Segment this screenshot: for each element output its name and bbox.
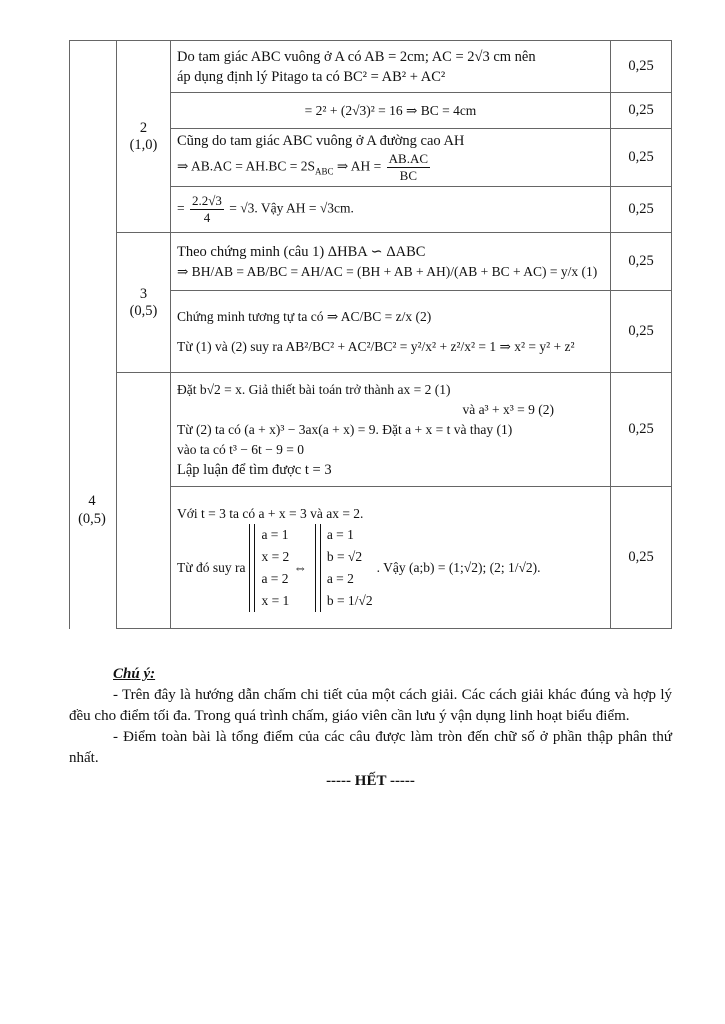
system-of-equations-right <box>315 524 373 612</box>
solution-cell <box>171 373 611 487</box>
solution-text: Do tam giác ABC vuông ở A có AB = 2cm; AC = 2√3 cm nên <box>177 48 536 65</box>
score-cell: 0,25 <box>611 233 672 291</box>
score-cell: 0,25 <box>611 487 672 629</box>
question-number: 2 <box>139 119 148 136</box>
solution-cell: = $\frac{2.2√3}{4}$ = √3. Vậy AH = √3cm. <box>171 187 611 233</box>
solution-text: Cũng do tam giác ABC vuông ở A đường cao AH <box>177 133 465 149</box>
solution-text: Từ (1) và (2) suy ra AB²/BC² + AC²/BC² = y²/x² + z²/x² = 1 ⇒ x² = y² + z² <box>177 338 575 354</box>
solution-text: Đặt b√2 = x. Giả thiết bài toán trở thành ax = 2 (1) <box>177 381 451 397</box>
solution-text: ⇒ AH = <box>336 158 382 174</box>
notes-paragraph: - Điểm toàn bài là tổng điểm của các câu được làm tròn đến chữ số ở phần thập phân thứ nhất. <box>69 729 672 766</box>
solution-text: ⇒ BH/AB = AB/BC = AH/AC = (BH + AB + AH)/(AB + BC + AC) = y/x (1) <box>177 263 598 279</box>
question-points: (0,5) <box>129 302 158 319</box>
solution-cell <box>171 129 611 187</box>
grading-table <box>69 40 672 629</box>
question-number-column-top <box>70 41 117 629</box>
question-number: 3 <box>139 285 148 302</box>
subscript: ABC <box>314 166 334 177</box>
question-4-label <box>117 373 171 629</box>
score-cell: 0,25 <box>611 93 672 129</box>
equation: a = 2 <box>326 570 354 586</box>
notes-section <box>69 664 672 792</box>
table-row <box>70 373 672 487</box>
solution-cell <box>171 93 611 129</box>
notes-title: Chú ý: <box>113 666 156 682</box>
solution-cell <box>171 487 611 629</box>
score-cell: 0,25 <box>611 129 672 187</box>
question-4-label-overlay <box>69 492 115 528</box>
table-row <box>70 233 672 291</box>
question-number: 4 <box>88 493 96 509</box>
solution-text: . Vậy (a;b) = (1;√2); (2; 1/√2). <box>376 559 541 575</box>
score-cell: 0,25 <box>611 373 672 487</box>
fraction <box>190 193 224 226</box>
solution-cell <box>171 41 611 93</box>
question-3-label <box>117 233 171 373</box>
equation: a = 2 <box>261 570 289 586</box>
equation: x = 1 <box>261 592 290 608</box>
system-of-equations-left <box>249 524 289 612</box>
solution-text: Theo chứng minh (câu 1) ΔHBA ∽ ΔABC <box>177 243 426 260</box>
solution-text: Chứng minh tương tự ta có ⇒ AC/BC = z/x (2) <box>177 308 432 324</box>
equation: a = 1 <box>261 526 289 542</box>
score-cell: 0,25 <box>611 41 672 93</box>
solution-text: vào ta có t³ − 6t − 9 = 0 <box>177 441 304 457</box>
equation: b = √2 <box>326 548 363 564</box>
question-points: (1,0) <box>129 136 158 153</box>
question-2-label <box>117 41 171 233</box>
solution-text: Với t = 3 ta có a + x = 3 và ax = 2. <box>177 505 364 521</box>
solution-cell <box>171 291 611 373</box>
solution-text: Từ đó suy ra <box>177 559 246 575</box>
equation: b = 1/√2 <box>326 592 373 608</box>
fraction-numerator: AB.AC <box>388 151 429 166</box>
solution-text: = √3. Vậy AH = √3cm. <box>229 200 354 216</box>
solution-text: Từ (2) ta có (a + x)³ − 3ax(a + x) = 9. Đặt a + x = t và thay (1) <box>177 421 513 437</box>
solution-text: áp dụng định lý Pitago ta có BC² = AB² + AC² <box>177 68 446 85</box>
solution-text: Lập luận để tìm được t = 3 <box>177 461 332 478</box>
table-row <box>70 41 672 93</box>
equation: x = 2 <box>261 548 290 564</box>
solution-cell <box>171 233 611 291</box>
equation: a = 1 <box>326 526 354 542</box>
notes-paragraph: - Trên đây là hướng dẫn chấm chi tiết của một cách giải. Các cách giải khác đúng và hợp lý đều cho điểm tối đa. Trong quá trình chấm, giáo viên cần lưu ý vận dụng linh hoạt biểu điểm. <box>69 687 672 724</box>
score-cell: 0,25 <box>611 187 672 233</box>
end-marker: ----- HẾT ----- <box>326 773 415 789</box>
fraction-denominator: BC <box>399 168 418 183</box>
fraction <box>387 151 430 184</box>
question-points: (0,5) <box>78 511 106 527</box>
solution-text: ⇒ AB.AC = AH.BC = 2S <box>177 158 315 174</box>
fraction-denominator: 4 <box>203 210 211 225</box>
equivalence-symbol: ⇔ <box>293 559 307 575</box>
fraction-numerator: 2.2√3 <box>192 193 222 208</box>
score-cell: 0,25 <box>611 291 672 373</box>
solution-text: và a³ + x³ = 9 (2) <box>462 401 554 417</box>
solution-text: = 2² + (2√3)² = 16 ⇒ BC = 4cm <box>304 102 477 118</box>
